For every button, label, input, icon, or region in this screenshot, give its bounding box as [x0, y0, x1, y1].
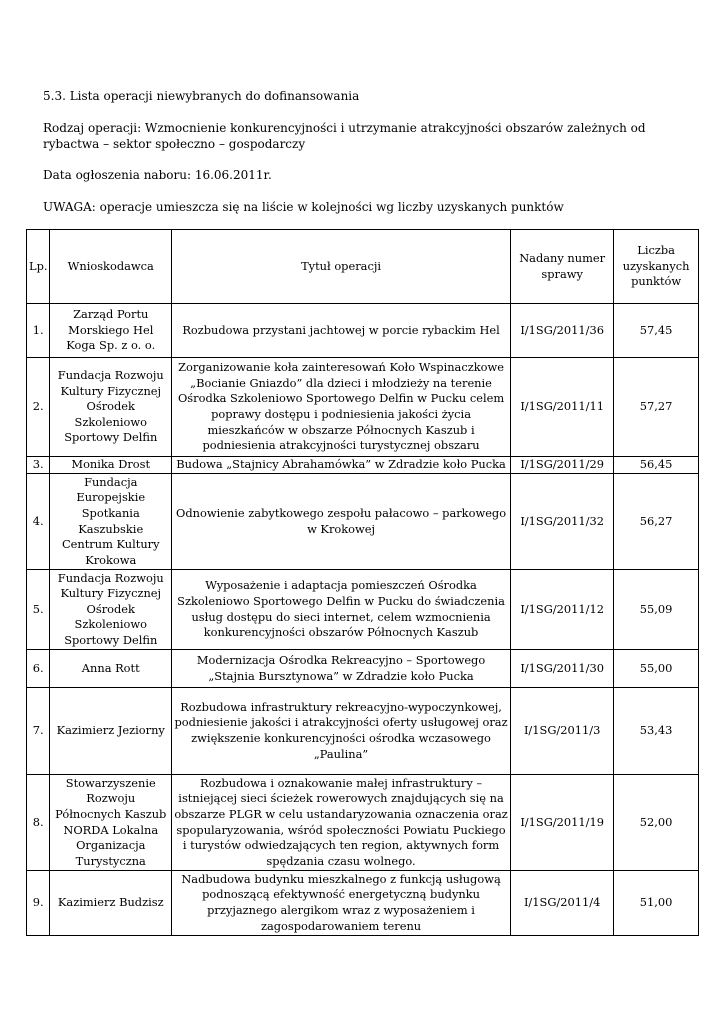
- cell-lp: 7.: [27, 688, 50, 775]
- cell-title: Rozbudowa i oznakowanie małej infrastruktury – istniejącej sieci ścieżek rowerowych znajdujących się na obszarze PLGR w celu ustandaryzowania oznaczenia oraz spopularyzowania, wśród społeczności Powiatu Puckiego i turystów odwiedzających ten region, aktywnych form spędzania czasu wolnego.: [172, 775, 511, 871]
- cell-case-number: I/1SG/2011/3: [511, 688, 614, 775]
- cell-title: Budowa „Stajnicy Abrahamówka” w Zdradzie koło Pucka: [172, 457, 511, 474]
- cell-applicant: Fundacja Rozwoju Kultury Fizycznej Ośrodek Szkoleniowo Sportowy Delfin: [50, 358, 172, 457]
- cell-applicant: Kazimierz Jeziorny: [50, 688, 172, 775]
- table-header-row: [27, 230, 699, 304]
- cell-title: Zorganizowanie koła zainteresowań Koło Wspinaczkowe „Bocianie Gniazdo” dla dzieci i młodzieży na terenie Ośrodka Szkoleniowo Sportowego Delfin w Pucku celem poprawy dostępu i podniesienia jakości życia mieszkańców w obszarze Północnych Kaszub i podniesienia atrakcyjności turystycznej obszaru: [172, 358, 511, 457]
- cell-applicant: Fundacja Rozwoju Kultury Fizycznej Ośrodek Szkoleniowo Sportowy Delfin: [50, 570, 172, 650]
- cell-lp: 9.: [27, 871, 50, 936]
- header-case-number: Nadany numer sprawy: [511, 230, 614, 304]
- cell-points: 57,27: [614, 358, 699, 457]
- table-row: [27, 304, 699, 358]
- cell-applicant: Anna Rott: [50, 650, 172, 688]
- header-title: Tytuł operacji: [172, 230, 511, 304]
- cell-applicant: Stowarzyszenie Rozwoju Północnych Kaszub NORDA Lokalna Organizacja Turystyczna: [50, 775, 172, 871]
- cell-points: 55,09: [614, 570, 699, 650]
- cell-case-number: I/1SG/2011/30: [511, 650, 614, 688]
- announcement-date: Data ogłoszenia naboru: 16.06.2011r.: [43, 168, 272, 182]
- table-row: [27, 688, 699, 775]
- note: UWAGA: operacje umieszcza się na liście w kolejności wg liczby uzyskanych punktów: [43, 200, 564, 214]
- cell-title: Nadbudowa budynku mieszkalnego z funkcją usługową podnoszącą efektywność energetyczną budynku przyjaznego alergikom wraz z wyposażeniem i zagospodarowaniem terenu: [172, 871, 511, 936]
- cell-case-number: I/1SG/2011/19: [511, 775, 614, 871]
- header-applicant: Wnioskodawca: [50, 230, 172, 304]
- cell-case-number: I/1SG/2011/12: [511, 570, 614, 650]
- cell-points: 53,43: [614, 688, 699, 775]
- cell-case-number: I/1SG/2011/11: [511, 358, 614, 457]
- table-row: [27, 358, 699, 457]
- cell-lp: 8.: [27, 775, 50, 871]
- cell-points: 52,00: [614, 775, 699, 871]
- table-row: [27, 570, 699, 650]
- header-lp: Lp.: [27, 230, 50, 304]
- cell-lp: 6.: [27, 650, 50, 688]
- table-row: [27, 457, 699, 474]
- cell-lp: 5.: [27, 570, 50, 650]
- header-points: Liczba uzyskanych punktów: [614, 230, 699, 304]
- operation-type: Rodzaj operacji: Wzmocnienie konkurencyjności i utrzymanie atrakcyjności obszarów zależnych od rybactwa – sektor społeczno – gospodarczy: [43, 121, 646, 151]
- cell-points: 56,27: [614, 474, 699, 570]
- table-row: [27, 871, 699, 936]
- section-title: 5.3. Lista operacji niewybranych do dofinansowania: [43, 89, 360, 103]
- cell-points: 51,00: [614, 871, 699, 936]
- cell-applicant: Kazimierz Budzisz: [50, 871, 172, 936]
- cell-applicant: Zarząd Portu Morskiego Hel Koga Sp. z o. o.: [50, 304, 172, 358]
- cell-points: 55,00: [614, 650, 699, 688]
- cell-title: Rozbudowa infrastruktury rekreacyjno-wypoczynkowej, podniesienie jakości i atrakcyjności oferty usługowej oraz zwiększenie konkurencyjności ośrodka wczasowego „Paulina”: [172, 688, 511, 775]
- cell-case-number: I/1SG/2011/36: [511, 304, 614, 358]
- cell-title: Rozbudowa przystani jachtowej w porcie rybackim Hel: [172, 304, 511, 358]
- cell-lp: 4.: [27, 474, 50, 570]
- cell-lp: 2.: [27, 358, 50, 457]
- cell-title: Wyposażenie i adaptacja pomieszczeń Ośrodka Szkoleniowo Sportowego Delfin w Pucku do świadczenia usług dostępu do sieci internet, celem wzmocnienia konkurencyjności obszarów Północnych Kaszub: [172, 570, 511, 650]
- cell-case-number: I/1SG/2011/29: [511, 457, 614, 474]
- cell-case-number: I/1SG/2011/4: [511, 871, 614, 936]
- cell-applicant: Fundacja Europejskie Spotkania Kaszubskie Centrum Kultury Krokowa: [50, 474, 172, 570]
- cell-applicant: Monika Drost: [50, 457, 172, 474]
- cell-points: 56,45: [614, 457, 699, 474]
- cell-case-number: I/1SG/2011/32: [511, 474, 614, 570]
- cell-lp: 1.: [27, 304, 50, 358]
- cell-lp: 3.: [27, 457, 50, 474]
- cell-points: 57,45: [614, 304, 699, 358]
- cell-title: Modernizacja Ośrodka Rekreacyjno – Sportowego „Stajnia Bursztynowa” w Zdradzie koło Pucka: [172, 650, 511, 688]
- cell-title: Odnowienie zabytkowego zespołu pałacowo – parkowego w Krokowej: [172, 474, 511, 570]
- table-row: [27, 474, 699, 570]
- operations-table: [26, 229, 699, 936]
- table-row: [27, 650, 699, 688]
- table-row: [27, 775, 699, 871]
